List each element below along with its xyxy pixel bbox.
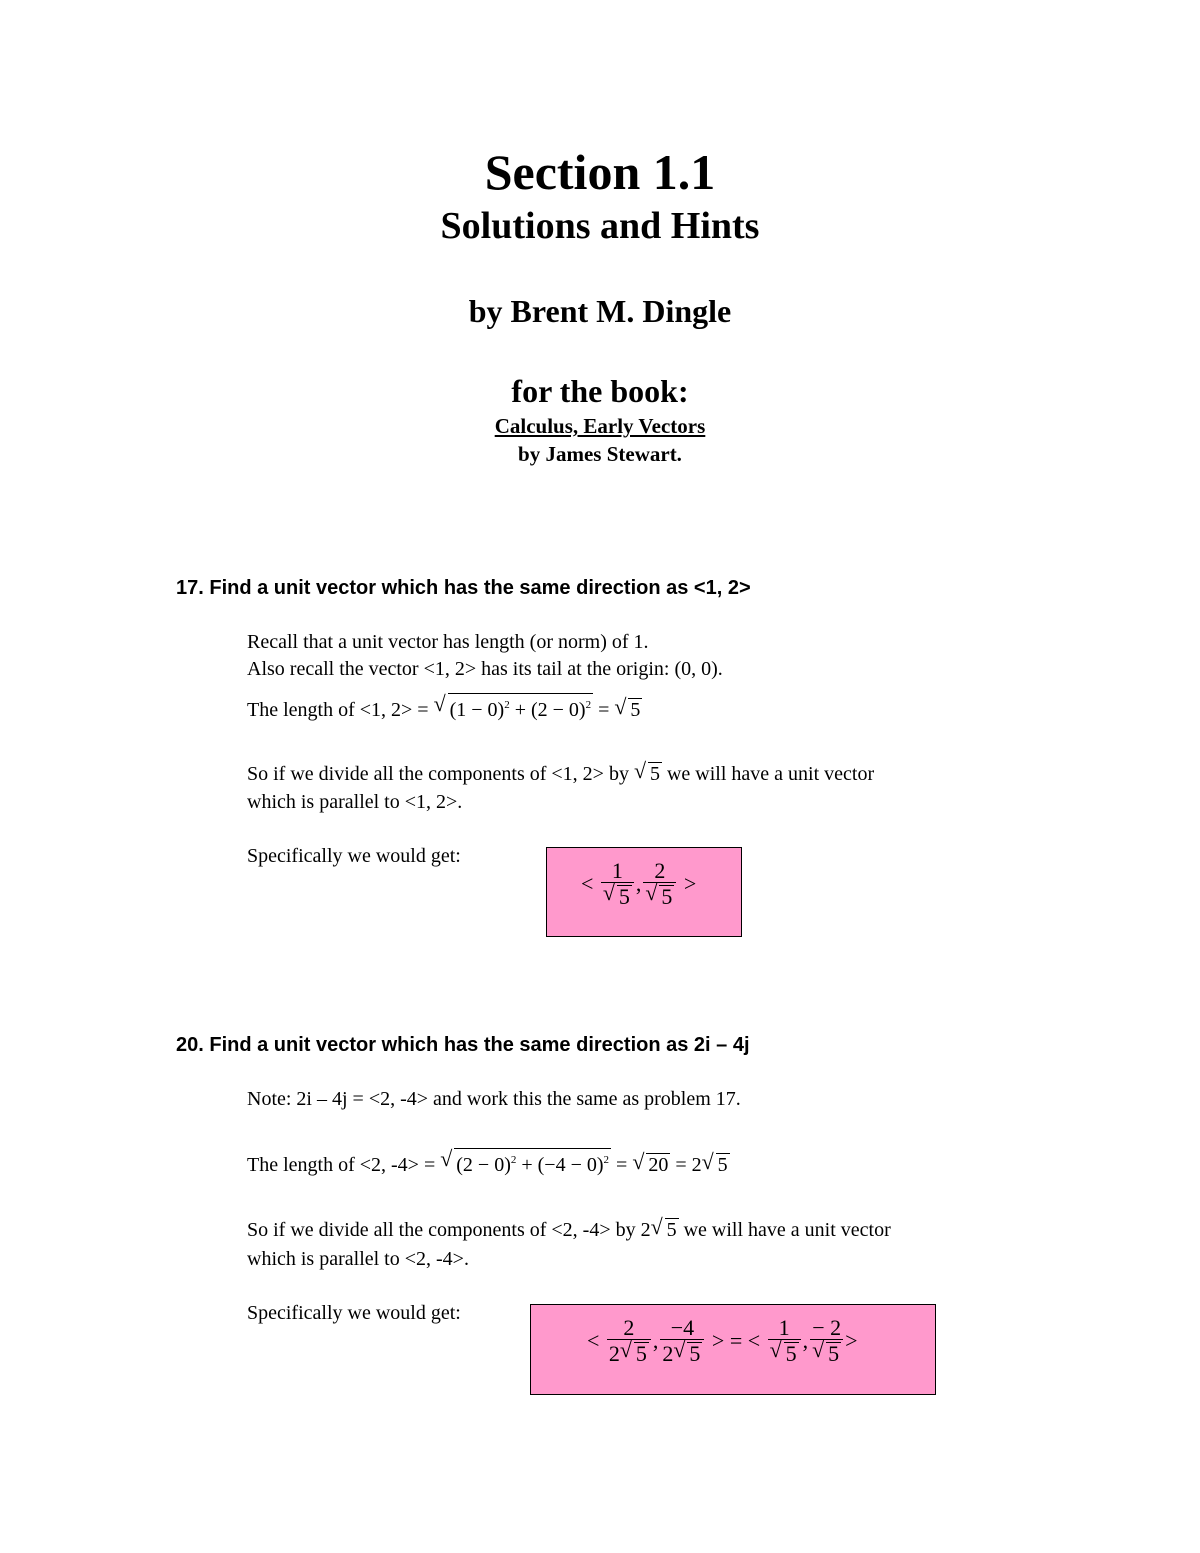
comma: ,: [652, 1328, 659, 1353]
section-subtitle: Solutions and Hints: [440, 205, 760, 247]
p17-sqrt-five: √ 5: [614, 694, 641, 721]
p17-length-sqrt: [434, 693, 594, 724]
p20-length-line: [247, 1148, 730, 1179]
p17-radicand-b: + (2 − 0): [514, 699, 586, 721]
sqrt-sign-icon: √: [440, 1146, 453, 1171]
angle-right: >: [845, 1328, 858, 1353]
sqrt-sign-icon: √: [650, 1214, 663, 1239]
for-book-line: for the book:: [511, 373, 689, 409]
p20-result-box: [530, 1304, 936, 1395]
sqrt-sign-icon: √: [614, 694, 627, 719]
p20-eq1: =: [616, 1154, 628, 1176]
p20-divide-pre: So if we divide all the components of <2, -4> by: [247, 1219, 636, 1241]
p20-note-line: Note: 2i – 4j = <2, -4> and work this the same as problem 17.: [247, 1088, 741, 1110]
problem-20-heading: 20. Find a unit vector which has the same direction as 2i – 4j: [176, 1034, 750, 1056]
fraction: 1 √ 5: [601, 860, 634, 908]
p20-divide-line: [247, 1216, 891, 1244]
fraction: 1 √ 5: [768, 1317, 801, 1365]
p17-eq: =: [598, 699, 610, 721]
p17-result-box: [546, 847, 742, 937]
exponent: 2: [510, 1154, 517, 1166]
exponent: 2: [603, 1154, 610, 1166]
p17-length-prefix: The length of <1, 2> =: [247, 699, 429, 721]
book-author: by James Stewart.: [518, 442, 682, 466]
p20-radicand-b: + (−4 − 0): [521, 1154, 604, 1176]
p17-specifically: Specifically we would get:: [247, 845, 461, 867]
fraction: −4 2 √ 5: [660, 1317, 704, 1365]
p20-sqrt-five: √ 5: [701, 1149, 728, 1176]
fraction: 2 2 √ 5: [607, 1317, 651, 1365]
sqrt-sign-icon: √: [812, 1337, 825, 1362]
p20-length-prefix: The length of <2, -4> =: [247, 1154, 436, 1176]
angle-left: <: [581, 871, 594, 896]
sqrt-sign-icon: √: [769, 1337, 782, 1362]
book-title: Calculus, Early Vectors: [494, 414, 706, 438]
p17-divisor-sqrt: √ 5: [633, 758, 660, 785]
p20-sqrt-twenty: √ 20: [632, 1149, 669, 1176]
p20-divide-post: we will have a unit vector: [683, 1219, 891, 1241]
comma: ,: [635, 871, 642, 896]
angle-right: >: [683, 871, 697, 896]
p17-length-line: [247, 693, 642, 724]
sqrt-sign-icon: √: [645, 880, 658, 905]
sqrt-sign-icon: √: [633, 758, 647, 783]
sqrt-sign-icon: √: [673, 1337, 686, 1362]
p20-radicand-a: (2 − 0): [456, 1154, 511, 1176]
sqrt-sign-icon: √: [619, 1337, 632, 1362]
p17-divide-pre: So if we divide all the components of <1, 2> by: [247, 763, 629, 785]
equals-angle: > = <: [711, 1328, 761, 1353]
section-title: Section 1.1: [484, 144, 716, 200]
p17-radicand-a: (1 − 0): [449, 699, 505, 721]
sqrt-sign-icon: √: [632, 1149, 645, 1174]
sqrt-sign-icon: √: [433, 691, 446, 716]
sqrt-sign-icon: √: [701, 1149, 714, 1174]
p20-length-sqrt: [440, 1148, 611, 1179]
p20-specifically: Specifically we would get:: [247, 1302, 461, 1324]
p17-divide-post: we will have a unit vector: [666, 763, 875, 785]
p17-parallel-line: which is parallel to <1, 2>.: [247, 791, 463, 813]
fraction: − 2 √ 5: [810, 1317, 843, 1365]
author-line: by Brent M. Dingle: [468, 293, 732, 329]
fraction: 2 √ 5: [643, 860, 676, 908]
p20-eq2: = 2: [675, 1154, 702, 1176]
p20-divisor-coeff: 2: [640, 1219, 651, 1241]
exponent: 2: [504, 699, 510, 711]
p17-tail-line: Also recall the vector <1, 2> has its tail at the origin: (0, 0).: [247, 658, 723, 680]
exponent: 2: [585, 699, 592, 711]
p17-recall-line: Recall that a unit vector has length (or norm) of 1.: [247, 631, 649, 653]
p20-parallel-line: which is parallel to <2, -4>.: [247, 1248, 469, 1270]
p17-divide-line: [247, 760, 874, 788]
comma: ,: [802, 1328, 809, 1353]
sqrt-sign-icon: √: [602, 880, 615, 905]
angle-left: <: [587, 1328, 600, 1353]
problem-17-heading: 17. Find a unit vector which has the same direction as <1, 2>: [176, 577, 751, 599]
p20-divisor-sqrt: √ 5: [650, 1214, 677, 1241]
